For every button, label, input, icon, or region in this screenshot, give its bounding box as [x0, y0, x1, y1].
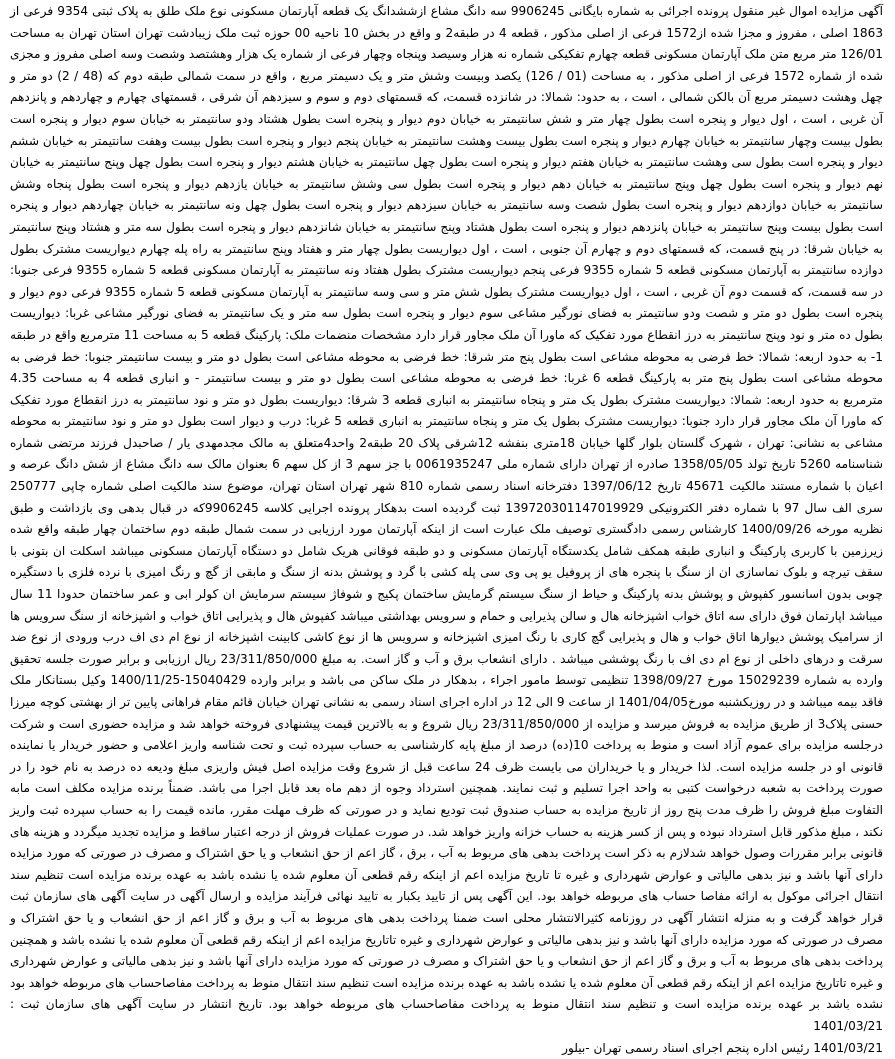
notice-signature: 1401/03/21 رئیس اداره پنجم اجرای اسناد رسمی تهران -بیلور [10, 1038, 883, 1059]
notice-body: آگهی مزایده اموال غیر منقول پرونده اجرائی به شماره بایگانی 9906245 سه دانگ مشاع ازششدانگ یک قطعه آپارتمان مسکونی نوع ملک طلق به پلاک ثبتی 9354 فرعی از 1863 اصلی ، مفروز و مجزا شده از1572 فرعی از اصلی مذکور ، قطعه 4 در طبقه2 و واقع در بخش 10 ناحیه 00 حوزه ثبت ملک زیبادشت تهران استان تهران به مساحت 126/01 متر مربع متن ملک آپارتمان مسکونی قطعه چهارم تفکیکی شماره نه هزار وسیصد وپنجاه وچهار فرعی از شماره یک هزار وهشتصد وشصت وسه اصلی مفروز و مجزی شده از شماره 1572 فرعی از اصلی مذکور ، به مساحت (01 / 126) یکصد وبیست وشش متر و یک دسیمتر مربع ، واقع در سمت شمالی طبقه دوم که (48 / 2) دو متر و چهل وهشت دسیمتر مربع آن بالکن شمالی ، است ، به حدود: شمالا: در شانزده قسمت، که قسمتهای دوم و سوم و سیزدهم آن شرقی ، قسمتهای چهارم و چهاردهم و پانزدهم آن غربی ، است ، اول دیوار و پنجره است بطول چهار متر و شش سانتیمتر به خیابان دوم دیوار و پنجره است بطول هشتاد ودو سانتیمتر به خیابان سوم دیوار و پنجره است بطول بیست وچهار سانتیمتر به خیابان چهارم دیوار و پنجره است بطول بیست وهشت سانتیمتر به خیابان پنجم دیوار و پنجره است بطول بیست وهفت سانتیمتر به خیابان ششم دیوار و پنجره است بطول سی وهشت سانتیمتر به خیابان هفتم دیوار و پنجره است بطول چهل سانتیمتر به خیابان هشتم دیوار و پنجره است بطول چهل وپنج سانتیمتر به خیابان نهم دیوار و پنجره است بطول چهل وپنج سانتیمتر به خیابان دهم دیوار و پنجره است بطول سی وشش سانتیمتر به خیابان یازدهم دیوار و پنجره است بطول پنجاه وشش سانتیمتر به خیابان دوازدهم دیوار و پنجره است بطول شصت وسه سانتیمتر به خیابان سیزدهم دیوار و پنجره است بطول چهل ونه سانتیمتر به خیابان چهاردهم دیوار و پنجره است بطول بیست وپنج سانتیمتر به خیابان پانزدهم دیوار و پنجره است بطول هشتاد وپنج سانتیمتر به خیابان شانزدهم دیوار و پنجره است بطول سه متر و هشتاد وپنج سانتیمتر به خیابان شرقا: در پنج قسمت، که قسمتهای دوم و چهارم آن جنوبی ، است ، اول دیواریست بطول چهار متر و هفتاد وپنج سانتیمتر به راه پله چهارم دیواریست مشترک بطول دوازده سانتیمتر به آپارتمان مسکونی قطعه 5 شماره 9355 فرعی پنجم دیواریست مشترک بطول هفتاد ونه سانتیمتر به آپارتمان مسکونی قطعه 5 شماره 9355 فرعی جنوبا: در سه قسمت، که قسمت دوم آن غربی ، است ، اول دیواریست مشترک بطول شش متر و سی وسه سانتیمتر به آپارتمان مسکونی قطعه 5 شماره 9355 فرعی دوم دیوار و پنجره است بطول دو متر و شصت ودو سانتیمتر به فضای نورگیر مشاعی سوم دیوار و پنجره است بطول سه متر و یک سانتیمتر به فضای نورگیر مشاعی غربا: دیواریست بطول ده متر و نود وپنج سانتیمتر به درز انقطاع مورد تفکیک که ماورا آن ملک مجاور قرار دارد مشخصات منضمات ملک: پارکینگ قطعه 5 به مساحت 11 مترمربع واقع در طبقه 1- به حدود اربعه: شمالا: خط فرضی به محوطه مشاعی است بطول پنج متر شرقا: خط فرضی به محوطه مشاعی است بطول دو متر و بیست سانتیمتر جنوبا: خط فرضی به محوطه مشاعی است بطول پنج متر به پارکینگ قطعه 6 غربا: خط فرضی به محوطه مشاعی است بطول دو متر و بیست سانتیمتر - و انباری قطعه 4 به مساحت 4.35 مترمربع به حدود اربعه: شمالا: دیواریست مشترک بطول یک متر و پنجاه سانتیمتر به انباری قطعه 3 شرقا: دیواریست بطول دو متر و نود سانتیمتر به درز انقطاع مورد تفکیک که ماورا آن ملک مجاور قرار دارد جنوبا: دیواریست مشترک بطول یک متر و پنجاه سانتیمتر به انباری قطعه 5 غربا: درب و دیوار است بطول دو متر و نود سانتیمتر به محوطه مشاعی به نشانی: تهران ، شهرک گلستان بلوار گلها خیابان 18متری بنفشه 12شرقی پلاک 20 طبقه2 واحد4متعلق به مالک مجدمهدی یار / صاحبدل فرزند مرتضی شماره شناسنامه 5260 تاریخ تولد 1358/05/05 صادره از تهران دارای شماره ملی 0061935247 با جز سهم 3 از کل سهم 6 بعنوان مالک سه دانگ مشاع از شش دانگ عرصه و اعیان با شماره مستند مالکیت 45671 تاریخ 1397/06/12 دفترخانه اسناد رسمی شماره 810 شهر تهران استان تهران، موضوع سند مالکیت اصلی شماره چاپی 250777 سری الف سال 97 با شماره دفتر الکترونیکی 139720301147019929 ثبت گردیده است بدهکار پرونده اجرایی کلاسه 9906245که در قبال بدهی وی بازداشت و طبق نظریه مورخه 1400/09/26 کارشناس رسمی دادگستری توصیف ملک عبارت است از اینکه آپارتمان مورد ارزیابی در سمت شمال طبقه دوم ساختمان چهار طبقه واقع شده زیرزمین با کاربری پارکینگ و انباری طبقه همکف شامل یکدستگاه آپارتمان مسکونی و دو طبقه فوقانی هریک شامل دو دستگاه آپارتمان مسکونی میباشد اسکلت ان بتونی با سقف تیرچه و بلوک نماسازی ان از سنگ با پنجره های از پروفیل یو پی وی سی پله کشی با گرد و پوشش بدنه از سنگ و مابقی از گچ و رنگ امیزی با نرده فلزی با دستگیره چوبی بدون اسانسور کفپوش و پوشش بدنه پارکینگ و حیاط از سنگ سیستم گرمایش ساختمان پکیج و شوفاژ سیستم سرمایش ان کولر ابی و عمر ساختمان حدودا 11 سال میباشد اپارتمان فوق دارای سه اتاق خواب اشپزخانه هال و سالن پذیرایی و حمام و سرویس بهداشتی میباشد کفپوش هال و پذیرایی اتاق خواب و اشپزخانه از سنگ سرویس ها از سرامیک پوشش دیوارها اتاق خواب و هال و پذیرایی گچ کاری با رنگ امیزی اشپزخانه و سرویس ها از نوع کاشی کابینت اشپزخانه از نوع ام دی اف درب ورودی از نوع ضد سرقت و درهای داخلی از نوع ام دی اف با رنگ پوششی میباشد . دارای انشعاب برق و آب و گاز است. به مبلغ 23/311/850/000 ریال ارزیابی و برابر صورت جلسه تحقیق وارده به شماره 15029239 مورخ 1398/09/27 تنظیمی توسط مامور اجراء ، بدهکار در ملک ساکن می باشد و برابر وارده 15040429-1400/11/25 وکیل بستانکار ملک فاقد بیمه میباشد و در روزیکشنبه مورخ1401/04/05 از ساعت 9 الی 12 در اداره اجرای اسناد رسمی به نشانی تهران خیابان قائم مقام فراهانی پایین تر از بهشتی کوچه میرزا حسنی پلاک3 از طریق مزایده به فروش میرسد و مزایده از 23/311/850/000 ریال شروع و به بالاترین قیمت پیشنهادی فروخته خواهد شد و مزایده حضوری است و شرکت درجلسه مزایده برای عموم آزاد است و منوط به پرداخت 10(ده) درصد از مبلغ پایه کارشناسی به حساب سپرده ثبت و تحت شناسه واریز اعلامی و حضور خریدار یا نماینده قانونی او در جلسه مزایده است. لذا خریدار و یا خریداران می بایست ظرف 24 ساعت قبل از شروع وقت مزایده اصل فیش واریزی مبلغ ودیعه ده درصد به نام خود را در صورت پرداخت به شعبه درخواست کتبی به واحد اجرا تسلیم و ثبت نمایند. همچنین استرداد وجوه از دهم ماه بعد قابل اجرا می باشد. ضمناً برنده مزایده مکلف است مابه التفاوت مبلغ فروش را ظرف مدت پنج روز از تاریخ مزایده به حساب صندوق ثبت تودیع نماید و در صورتی که ظرف مهلت مقرر، مانده قیمت را به حساب سپرده ثبت واریز نکند ، مبلغ مذکور قابل استرداد نبوده و پس از کسر هزینه به حساب خزانه واریز خواهد شد. در صورت عملیات فروش از درجه اعتبار ساقط و مزایده تجدید میگردد و هزینه های قانونی برابر مقررات وصول خواهد شدلازم به ذکر است پرداخت بدهی های مربوط به آب ، برق ، گاز اعم از حق انشعاب و یا حق اشتراک و مصرف در صورتی که مورد مزایده دارای آنها باشد و نیز بدهی مالیاتی و عوارض شهرداری و غیره تا تاریخ مزایده اعم از اینکه رقم قطعی آن معلوم شده یا نشده باشد به عهده برنده مزایده است تنظیم سند انتقال اجرائی موکول به ارائه مفاصا حساب های مربوطه خواهد بود. این آگهی پس از تایید یکبار به تایید نهائی فرآیند مزایده و ارسال آگهی در سایت آگهی های سازمان ثبت قرار خواهد گرفت و به منزله انتشار آگهی در روزنامه کثیرالانتشار محلی است ضمنا پرداخت بدهی های مربوط به آب و برق و گاز اعم از حق انشعاب و یا حق اشتراک و مصرف در صورتی که مورد مزایده دارای آنها باشد و نیز بدهی مالیاتی و عوارض شهرداری و غیره تاتاریخ مزایده اعم از اینکه رقم قطعی آن معلوم شده یا نشده باشد و همچنین پرداخت بدهی های مربوط به آب و برق و گاز اعم از حق انشعاب و یا حق اشتراک و مصرف در صورتی که مورد مزایده دارای آنها باشد و نیز بدهی مالیاتی و عوارض شهرداری و غیره تاتاریخ مزایده اعم از اینکه رقم قطعی آن معلوم شده یا نشده باشد به عهده برنده مزایده است تنظیم سند انتقال منوط به پرداخت مفاصاحساب های مربوطه خواهد بود نشده باشد بر عهده برنده مزایده است و تنظیم سند انتقال منوط به پرداخت مفاصاحساب های مربوطه خواهد بود. تاریخ انتشار در سایت آگهی های سازمان ثبت : 1401/03/21 [10, 1, 883, 1038]
